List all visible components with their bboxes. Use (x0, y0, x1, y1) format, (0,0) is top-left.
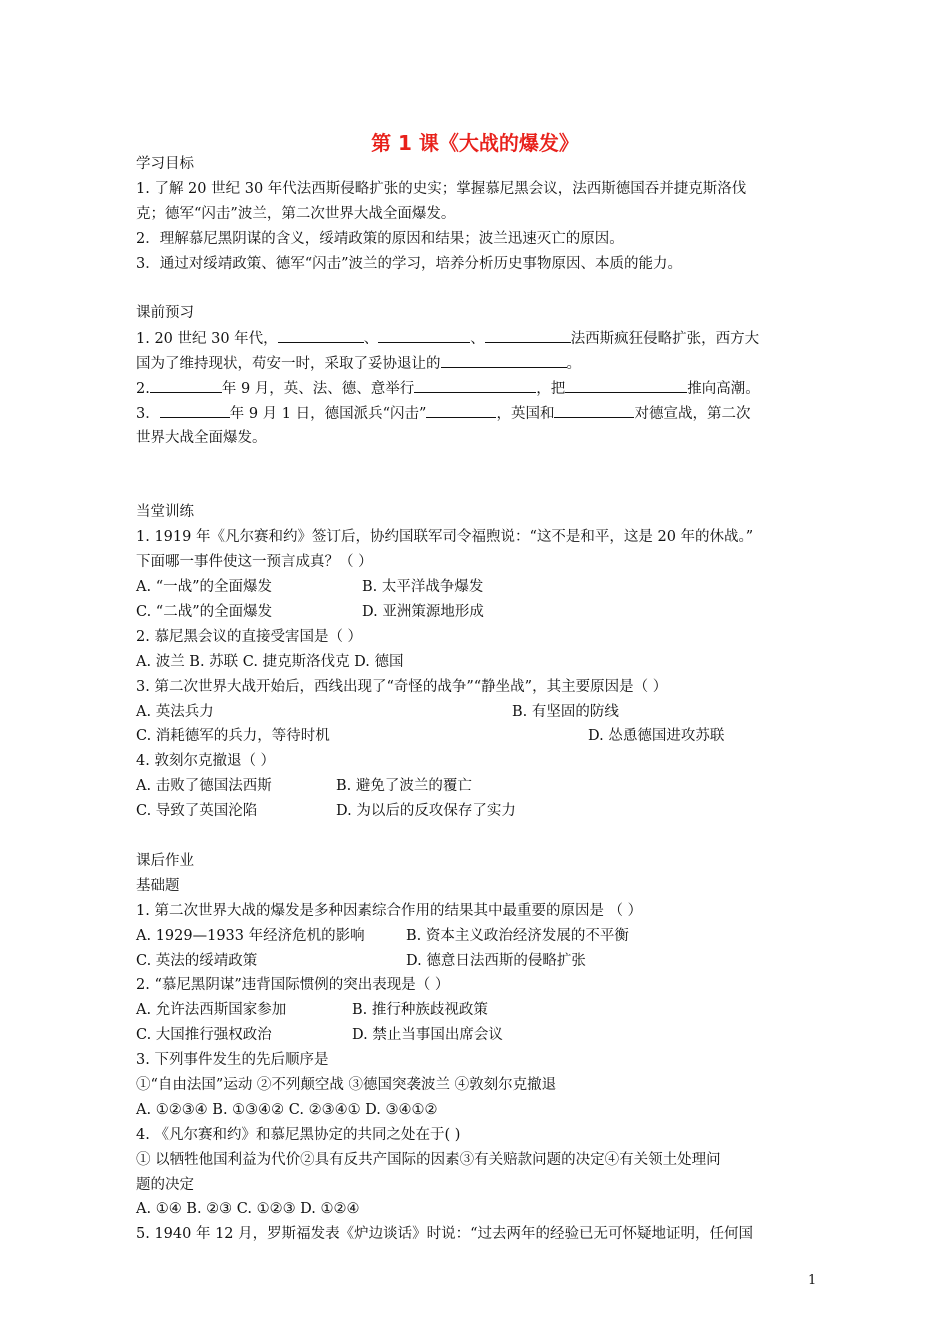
option-c: C. 大国推行强权政治 (136, 1027, 272, 1044)
question-text: 3. 第二次世界大战开始后，西线出现了“奇怪的战争”“静坐战”，其主要原因是（ ） (136, 678, 668, 695)
spacer (136, 476, 826, 501)
answer-blank[interactable] (160, 401, 230, 418)
question-text: 2. 慕尼黑会议的直接受害国是（ ） (136, 628, 363, 645)
preview-q2 (136, 376, 826, 401)
option-d: D. 亚洲策源地形成 (362, 604, 484, 621)
question-text: 4. 敦刻尔克撤退（ ） (136, 753, 276, 770)
preview-q3 (136, 401, 826, 426)
event-list: ①“自由法国”运动 ②不列颠空战 ③德国突袭波兰 ④敦刻尔克撤退 (136, 1076, 557, 1093)
option-row (136, 1023, 826, 1048)
preview-q1-cont (136, 351, 826, 376)
option-row (136, 998, 826, 1023)
option-d: D. 怂恿德国进攻苏联 (588, 728, 725, 745)
page-number: 1 (808, 1273, 817, 1288)
training-heading: 当堂训练 (136, 504, 194, 521)
preview-q1-text: 国为了维持现状，苟安一时，采取了妥协退让的 (136, 356, 441, 373)
option-c: C. “二战”的全面爆发 (136, 604, 273, 621)
preview-q2-text: 年 9 月，英、法、德、意举行 (221, 381, 415, 398)
option-b: B. 避免了波兰的覆亡 (336, 778, 472, 795)
option-b: B. 有坚固的防线 (512, 703, 619, 720)
answer-blank[interactable] (485, 326, 571, 343)
answer-blank[interactable] (150, 376, 222, 393)
preview-q3-text: 年 9 月 1 日，德国派兵“闪击” (229, 405, 427, 422)
preview-q1-text: 。 (566, 356, 581, 373)
option-b: B. 太平洋战争爆发 (362, 579, 484, 596)
answer-blank[interactable] (414, 376, 536, 393)
preview-q1-text: 法西斯疯狂侵略扩张，西方大 (570, 331, 760, 348)
question-text: 下面哪一事件使这一预言成真？（ ） (136, 554, 373, 571)
preview-q3-text: 3． (136, 405, 160, 422)
option-c: C. 消耗德军的兵力，等待时机 (136, 728, 330, 745)
option-row: A. 波兰 B. 苏联 C. 捷克斯洛伐克 D. 德国 (136, 653, 404, 670)
question-text: 1. 1919 年《凡尔赛和约》签订后，协约国联军司令福煦说：“这不是和平，这是 20 年的休战。” (136, 529, 754, 546)
item-list: ① 以牺牲他国利益为代价②具有反共产国际的因素③有关赔款问题的决定④有关领土处理问 (136, 1151, 721, 1168)
objective-item: 3．通过对绥靖政策、德军“闪击”波兰的学习，培养分析历史事物原因、本质的能力。 (136, 255, 683, 272)
option-a: A. 英法兵力 (136, 703, 214, 720)
answer-blank[interactable] (378, 326, 470, 343)
document-body (136, 152, 826, 1247)
preview-q1-text: 、 (363, 331, 379, 348)
preview-q2-text: 2. (136, 381, 150, 398)
option-row: A. ①④ B. ②③ C. ①②③ D. ①②④ (136, 1201, 360, 1218)
option-c: C. 导致了英国沦陷 (136, 803, 258, 820)
preview-q3-text: ，英国和 (496, 405, 555, 422)
homework-heading: 课后作业 (136, 852, 194, 869)
answer-blank[interactable] (565, 376, 687, 393)
preview-q3-text: 对德宣战，第二次 (634, 405, 751, 422)
homework-subheading: 基础题 (136, 877, 180, 894)
option-b: B. 资本主义政治经济发展的不平衡 (406, 927, 629, 944)
preview-q2-text: ，把 (536, 381, 566, 398)
spacer (136, 824, 826, 849)
option-a: A. 允许法西斯国家参加 (136, 1002, 287, 1019)
objective-item: 1. 了解 20 世纪 30 年代法西斯侵略扩张的史实；掌握慕尼黑会议，法西斯德国吞并捷克斯洛伐 (136, 180, 747, 197)
preview-heading: 课前预习 (136, 305, 194, 322)
option-row (136, 724, 826, 749)
option-a: A. 1929—1933 年经济危机的影响 (136, 927, 365, 944)
option-d: D. 禁止当事国出席会议 (352, 1027, 503, 1044)
objectives-heading: 学习目标 (136, 156, 194, 172)
spacer (136, 451, 826, 476)
option-row (136, 774, 826, 799)
page-title: 第 1 课《大战的爆发》 (371, 131, 579, 155)
preview-q2-text: 推向高潮。 (687, 381, 760, 398)
option-row (136, 949, 826, 974)
option-d: D. 为以后的反攻保存了实力 (336, 803, 516, 820)
option-a: A. 击败了德国法西斯 (136, 778, 272, 795)
preview-q1-text: 、 (470, 331, 485, 348)
answer-blank[interactable] (441, 351, 567, 368)
objective-item: 2．理解慕尼黑阴谋的含义，绥靖政策的原因和结果；波兰迅速灭亡的原因。 (136, 230, 624, 247)
option-row: A. ①②③④ B. ①③④② C. ②③④① D. ③④①② (136, 1101, 438, 1118)
option-row (136, 799, 826, 824)
answer-blank[interactable] (278, 326, 364, 343)
question-text: 4. 《凡尔赛和约》和慕尼黑协定的共同之处在于( ) (136, 1126, 461, 1143)
preview-q1 (136, 326, 826, 351)
preview-q3-cont: 世界大战全面爆发。 (136, 429, 267, 446)
option-c: C. 英法的绥靖政策 (136, 952, 258, 969)
objective-item: 克；德军“闪击”波兰，第二次世界大战全面爆发。 (136, 205, 456, 222)
answer-blank[interactable] (554, 401, 634, 418)
spacer (136, 276, 826, 301)
option-row (136, 600, 826, 625)
question-text: 1. 第二次世界大战的爆发是多种因素综合作用的结果其中最重要的原因是 （ ） (136, 902, 643, 919)
option-row (136, 700, 826, 725)
option-row (136, 575, 826, 600)
option-a: A. “一战”的全面爆发 (136, 579, 273, 596)
question-text: 2. “慕尼黑阴谋”违背国际惯例的突出表现是（ ） (136, 977, 450, 994)
option-d: D. 德意日法西斯的侵略扩张 (406, 952, 586, 969)
question-text: 3. 下列事件发生的先后顺序是 (136, 1052, 329, 1069)
answer-blank[interactable] (426, 401, 496, 418)
question-text: 5. 1940 年 12 月，罗斯福发表《炉边谈话》时说：“过去两年的经验已无可怀疑地证明，任何国 (136, 1226, 754, 1243)
option-row (136, 924, 826, 949)
option-b: B. 推行种族歧视政策 (352, 1002, 488, 1019)
preview-q1-text: 1. 20 世纪 30 年代， (136, 331, 278, 348)
item-list: 题的决定 (136, 1176, 194, 1193)
